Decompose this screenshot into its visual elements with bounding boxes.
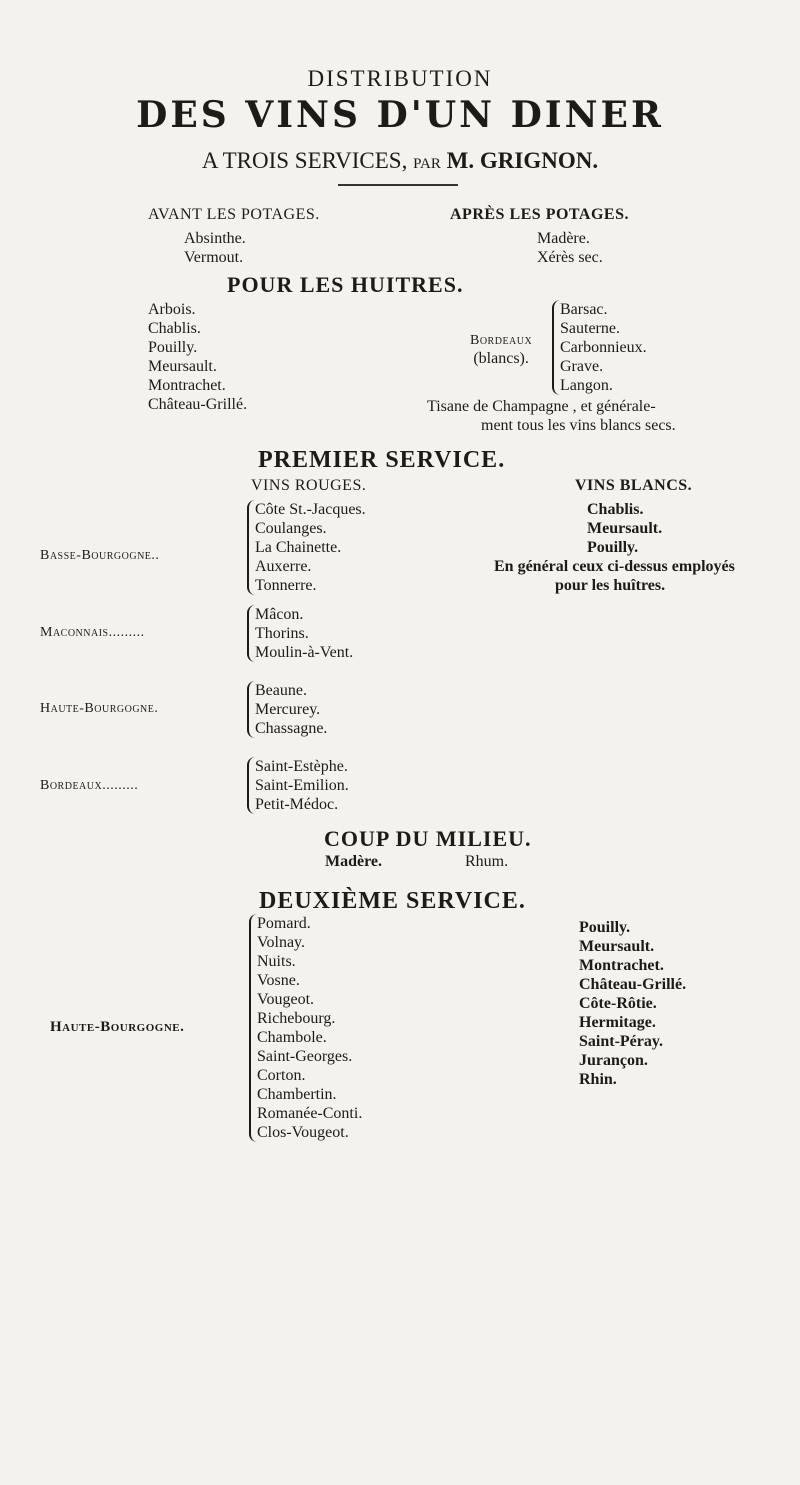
deuxieme-blancs-list — [579, 918, 686, 1089]
maconnais-list — [247, 605, 353, 662]
vins-blancs-list — [587, 500, 662, 557]
list-item: Barsac. — [560, 301, 608, 318]
avant-potages-list — [184, 229, 246, 267]
subtitle-author: M. GRIGNON. — [446, 148, 599, 173]
list-item: Pomard. — [257, 915, 311, 932]
list-item: Corton. — [257, 1067, 306, 1084]
huitres-note-2: ment tous les vins blancs secs. — [481, 417, 676, 434]
list-item: Clos-Vougeot. — [257, 1124, 349, 1141]
list-item: Chassagne. — [255, 720, 328, 737]
basse-bourgogne-list — [247, 500, 366, 595]
list-item: Xérès sec. — [537, 249, 603, 266]
list-item: Arbois. — [148, 301, 196, 318]
header-subtitle — [0, 148, 800, 174]
list-item: Tonnerre. — [255, 577, 317, 594]
list-item: Jurançon. — [579, 1052, 648, 1069]
coup-du-milieu-title: COUP DU MILIEU. — [324, 826, 532, 851]
list-item: Château-Grillé. — [148, 396, 248, 413]
region-haute-bourgogne: Haute-Bourgogne. — [40, 701, 159, 716]
list-item: Vermout. — [184, 249, 244, 266]
blancs-note-2: pour les huîtres. — [555, 577, 666, 594]
list-item: Moulin-à-Vent. — [255, 644, 354, 661]
blancs-note-1: En général ceux ci-dessus employés — [494, 558, 735, 575]
bordeaux-label: Bordeaux — [470, 333, 533, 348]
deuxieme-rouges-list — [249, 914, 362, 1142]
region-bordeaux: Bordeaux......... — [40, 778, 139, 793]
subtitle-par: PAR — [413, 156, 441, 172]
list-item: Chablis. — [148, 320, 201, 337]
list-item: Auxerre. — [255, 558, 312, 575]
region-haute-bourgogne-2: Haute-Bourgogne. — [50, 1019, 185, 1035]
avant-potages-title: AVANT LES POTAGES. — [148, 206, 320, 223]
subtitle-main: A TROIS SERVICES, — [201, 148, 408, 173]
bordeaux-blancs-list — [552, 300, 647, 395]
list-item: La Chainette. — [255, 539, 342, 556]
list-item: Chambertin. — [257, 1086, 337, 1103]
milieu-item-rhum: Rhum. — [465, 853, 509, 870]
bordeaux-rouges-list — [247, 757, 349, 814]
list-item: Saint-Péray. — [579, 1033, 663, 1050]
list-item: Saint-Emilion. — [255, 777, 349, 794]
vins-rouges-title: VINS ROUGES. — [251, 477, 367, 494]
list-item: Carbonnieux. — [560, 339, 647, 356]
list-item: Vosne. — [257, 972, 300, 989]
list-item: Absinthe. — [184, 230, 246, 247]
list-item: Richebourg. — [257, 1010, 336, 1027]
list-item: Nuits. — [257, 953, 296, 970]
premier-service-title: PREMIER SERVICE. — [258, 447, 506, 473]
list-item: Hermitage. — [579, 1014, 656, 1031]
milieu-item-madere: Madère. — [325, 853, 383, 870]
list-item: Montrachet. — [148, 377, 226, 394]
list-item: Meursault. — [148, 358, 217, 375]
list-item: Meursault. — [587, 520, 663, 537]
region-maconnais: Maconnais......... — [40, 625, 145, 640]
huitres-note-1: Tisane de Champagne , et générale- — [427, 398, 656, 415]
vins-blancs-title: VINS BLANCS. — [575, 477, 693, 494]
apres-potages-title: APRÈS LES POTAGES. — [450, 206, 629, 223]
list-item: Mercurey. — [255, 701, 321, 718]
list-item: Côte-Rôtie. — [579, 995, 657, 1012]
list-item: Meursault. — [579, 938, 655, 955]
list-item: Château-Grillé. — [579, 976, 687, 993]
list-item: Rhin. — [579, 1071, 617, 1088]
list-item: Vougeot. — [257, 991, 315, 1008]
bordeaux-sub: (blancs). — [473, 350, 529, 367]
list-item: Beaune. — [255, 682, 307, 699]
list-item: Coulanges. — [255, 520, 327, 537]
header-line-1: DISTRIBUTION — [307, 66, 493, 91]
huitres-left-list — [148, 300, 247, 414]
list-item: Volnay. — [257, 934, 305, 951]
deuxieme-service-title: DEUXIÈME SERVICE. — [259, 888, 526, 914]
region-basse-bourgogne: Basse-Bourgogne.. — [40, 548, 160, 563]
bordeaux-blancs-label — [470, 333, 532, 368]
list-item: Saint-Estèphe. — [255, 758, 348, 775]
list-item: Chambole. — [257, 1029, 327, 1046]
list-item: Chablis. — [587, 501, 644, 518]
list-item: Pouilly. — [579, 919, 631, 936]
huitres-title: POUR LES HUITRES. — [227, 272, 464, 297]
list-item: Romanée-Conti. — [257, 1105, 363, 1122]
list-item: Côte St.-Jacques. — [255, 501, 366, 518]
list-item: Langon. — [560, 377, 613, 394]
list-item: Petit-Médoc. — [255, 796, 339, 813]
list-item: Montrachet. — [579, 957, 664, 974]
list-item: Sauterne. — [560, 320, 620, 337]
list-item: Pouilly. — [587, 539, 639, 556]
header-divider — [338, 184, 458, 186]
list-item: Madère. — [537, 230, 590, 247]
apres-potages-list — [537, 229, 603, 267]
list-item: Thorins. — [255, 625, 309, 642]
header-title: DES VINS D'UN DINER — [136, 94, 664, 136]
list-item: Mâcon. — [255, 606, 304, 623]
list-item: Pouilly. — [148, 339, 198, 356]
list-item: Grave. — [560, 358, 604, 375]
haute-bourgogne-list — [247, 681, 327, 738]
list-item: Saint-Georges. — [257, 1048, 353, 1065]
